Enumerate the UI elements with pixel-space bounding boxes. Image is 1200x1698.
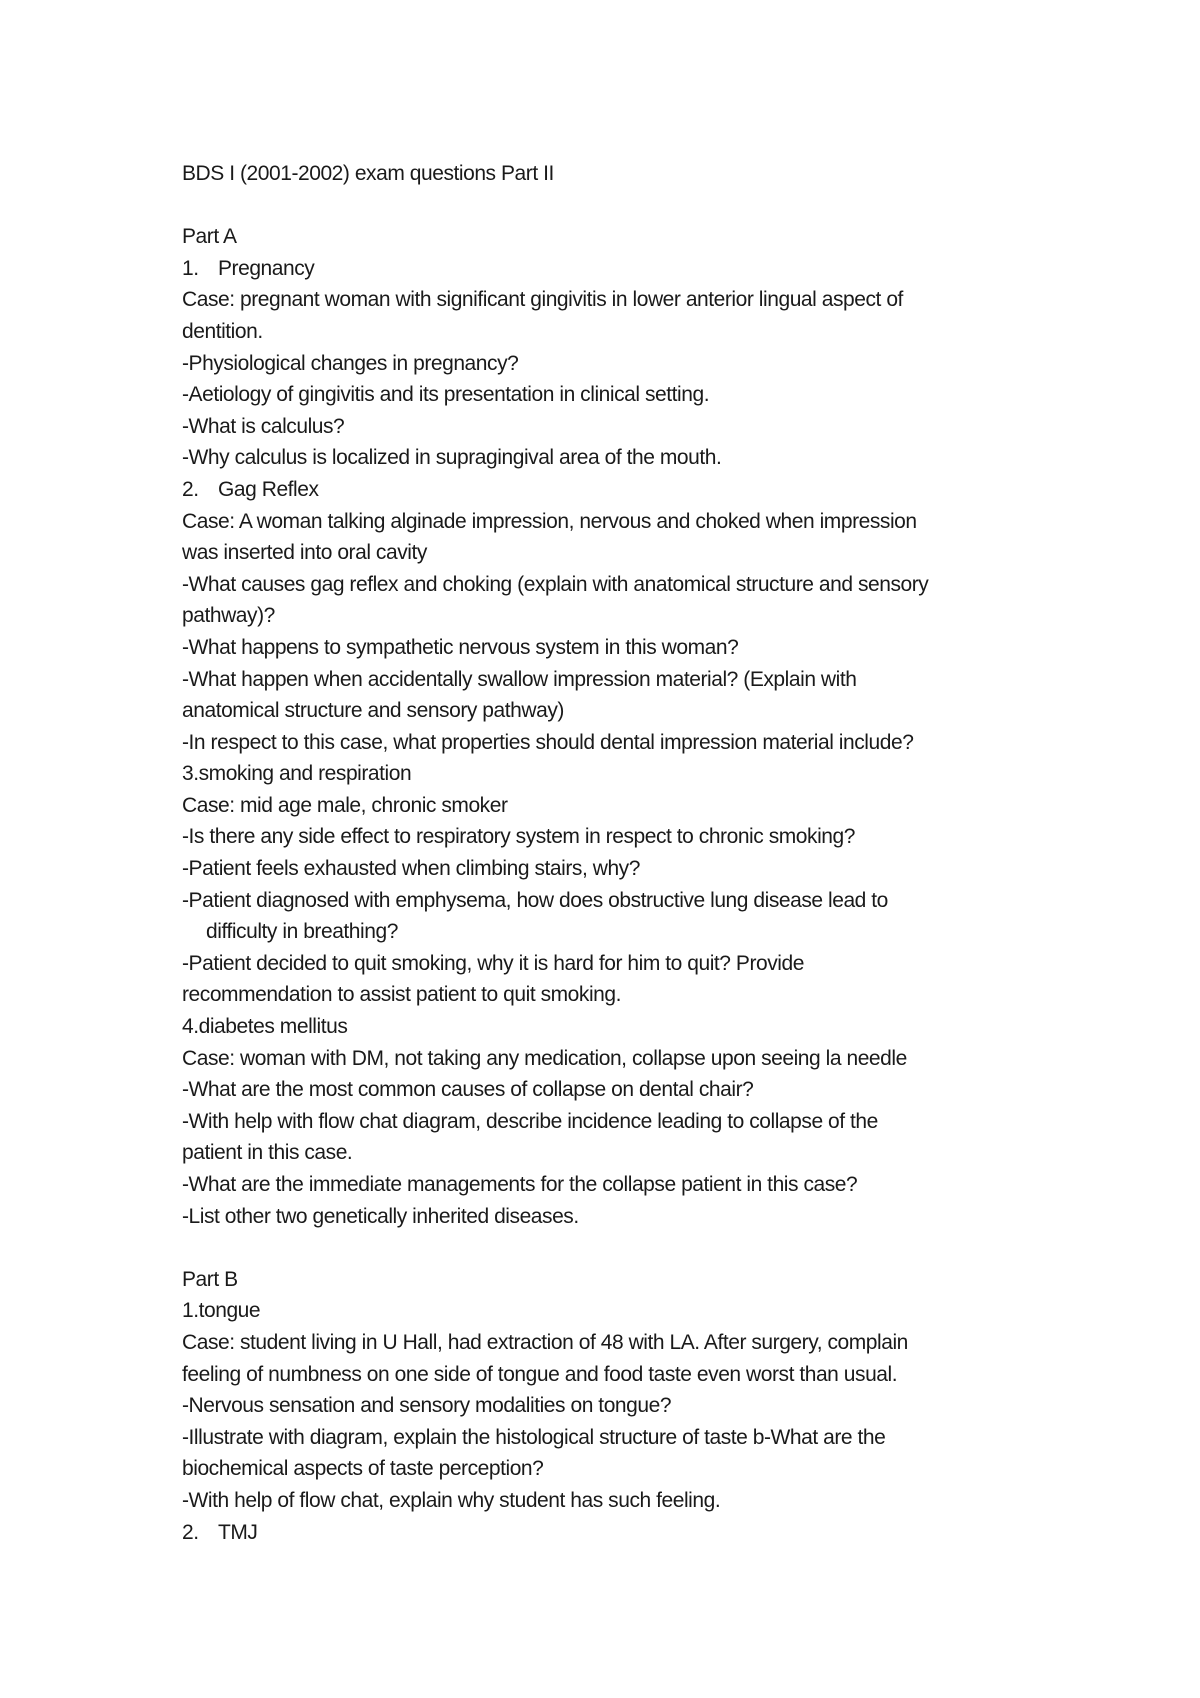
question-line: feeling of numbness on one side of tongue and food taste even worst than usual.	[182, 1362, 898, 1386]
question-line: -Illustrate with diagram, explain the histological structure of taste b-What are the	[182, 1425, 886, 1449]
blank-line	[182, 1232, 1042, 1264]
question-line: Case: A woman talking alginade impression, nervous and choked when impression	[182, 509, 917, 533]
question-line: -Aetiology of gingivitis and its presentation in clinical setting.	[182, 383, 710, 407]
question-line: -Patient decided to quit smoking, why it is hard for him to quit? Provide	[182, 951, 804, 975]
question-heading: 4.diabetes mellitus	[182, 1015, 348, 1039]
document-body	[182, 158, 1042, 1548]
question-line: -Is there any side effect to respiratory system in respect to chronic smoking?	[182, 825, 855, 849]
question-line: -Patient feels exhausted when climbing stairs, why?	[182, 857, 640, 881]
question-title: TMJ	[218, 1520, 258, 1544]
question-heading: 3.smoking and respiration	[182, 762, 412, 786]
question-line: -With help with flow chat diagram, describe incidence leading to collapse of the	[182, 1109, 878, 1133]
question-line: dentition.	[182, 319, 263, 343]
question-title: Gag Reflex	[218, 477, 319, 501]
part-b-heading: Part B	[182, 1267, 238, 1291]
question-line: Case: pregnant woman with significant gingivitis in lower anterior lingual aspect of	[182, 288, 903, 312]
question-line: -What happens to sympathetic nervous system in this woman?	[182, 635, 739, 659]
question-heading	[182, 474, 1042, 506]
question-title: Pregnancy	[218, 256, 315, 280]
question-line: -Why calculus is localized in supragingival area of the mouth.	[182, 446, 722, 470]
question-line: -What are the most common causes of collapse on dental chair?	[182, 1078, 754, 1102]
question-number: 2.	[182, 1520, 199, 1544]
question-line: Case: mid age male, chronic smoker	[182, 793, 508, 817]
blank-line	[182, 190, 1042, 222]
question-line: Case: student living in U Hall, had extraction of 48 with LA. After surgery, complain	[182, 1330, 908, 1354]
question-line-indented: difficulty in breathing?	[206, 920, 398, 944]
question-line: biochemical aspects of taste perception?	[182, 1457, 544, 1481]
question-line: -What happen when accidentally swallow impression material? (Explain with	[182, 667, 857, 691]
question-heading: 1.tongue	[182, 1299, 261, 1323]
question-number: 1.	[182, 256, 199, 280]
question-line: -List other two genetically inherited diseases.	[182, 1204, 579, 1228]
document-title: BDS I (2001-2002) exam questions Part II	[182, 162, 554, 185]
question-line: was inserted into oral cavity	[182, 541, 427, 565]
question-number: 2.	[182, 477, 199, 501]
question-line: pathway)?	[182, 604, 275, 628]
part-a-heading: Part A	[182, 225, 237, 249]
question-line: -What are the immediate managements for the collapse patient in this case?	[182, 1173, 858, 1196]
question-line: -In respect to this case, what properties should dental impression material include?	[182, 730, 914, 754]
question-heading	[182, 253, 1042, 285]
question-line: -With help of flow chat, explain why student has such feeling.	[182, 1488, 721, 1512]
question-line: patient in this case.	[182, 1141, 353, 1165]
question-line: anatomical structure and sensory pathway)	[182, 699, 564, 723]
question-line: recommendation to assist patient to quit smoking.	[182, 983, 622, 1007]
question-line: Case: woman with DM, not taking any medication, collapse upon seeing la needle	[182, 1046, 907, 1070]
question-line: -What causes gag reflex and choking (explain with anatomical structure and sensory	[182, 572, 929, 596]
question-line: -Nervous sensation and sensory modalities on tongue?	[182, 1394, 672, 1418]
question-line: -Patient diagnosed with emphysema, how does obstructive lung disease lead to	[182, 888, 888, 912]
question-heading	[182, 1517, 1042, 1549]
question-line: -What is calculus?	[182, 414, 345, 438]
question-line: -Physiological changes in pregnancy?	[182, 351, 519, 375]
